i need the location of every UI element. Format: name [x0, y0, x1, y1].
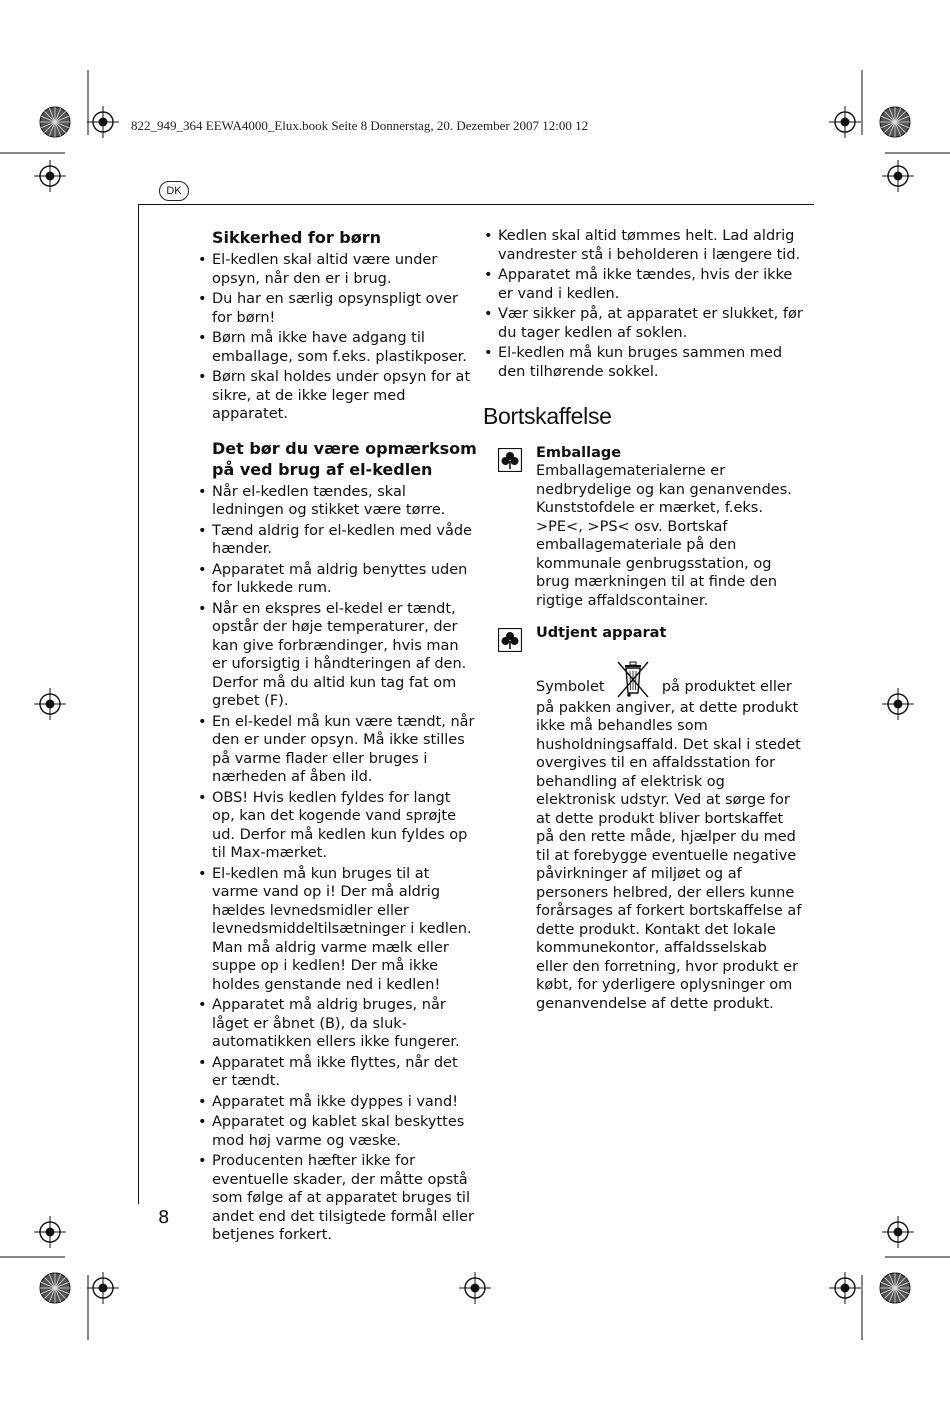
list-item: • El-kedlen skal altid være under opsyn, når den er i brug.: [197, 251, 477, 288]
page-number: 8: [158, 1207, 170, 1228]
list-item: • Børn skal holdes under opsyn for at sikre, at de ikke leger med apparatet.: [197, 368, 477, 424]
list-item: • Når en ekspres el-kedel er tændt, opstår der høje temperaturer, der kan give forbrændinger, hvis man er uforsigtig i håndteringen af den. Derfor må du altid kun tag fat om grebet (F).: [197, 600, 477, 711]
list-item: • Når el-kedlen tændes, skal ledningen og stikket være tørre.: [197, 483, 477, 520]
registration-star-icon: [880, 107, 910, 137]
section-title-child-safety: Sikkerhed for børn: [212, 228, 382, 247]
file-header: 822_949_364 EEWA4000_Elux.book Seite 8 Donnerstag, 20. Dezember 2007 12:00 12: [131, 118, 589, 133]
section-title-usage-precautions: Det bør du være opmærksom på ved brug af el-kedlen: [212, 438, 477, 479]
disposal-text-rest: på produktet eller på pakken angiver, at dette produkt ikke må behandles som husholdningsaffald. Det skal i stedet overgives til en affaldsstation for behandling af elektrisk og elektronisk udstyr. Ved at sørge for at dette produkt bliver bortskaffet på den rette måde, hjælper du med til at forebygge eventuelle negative påvirkninger af miljøet og af personers helbred, der ellers kunne forårsages af forkert bortskaffelse af dette produkt. Kontakt det lokale kommunekontor, affaldsselskab eller den forretning, hvor produkt er købt, for yderligere oplysninger om genanvendelse af dette produkt.: [536, 678, 802, 1012]
list-item: • Apparatet må ikke dyppes i vand!: [197, 1093, 477, 1112]
crosshair-mark-icon: [87, 106, 119, 138]
list-item: • Du har en særlig opsynspligt over for børn!: [197, 290, 477, 327]
crosshair-mark-icon: [87, 1272, 119, 1304]
list-item: • Apparatet må aldrig benyttes uden for lukkede rum.: [197, 561, 477, 598]
crosshair-mark-icon: [829, 1272, 861, 1304]
list-item: • OBS! Hvis kedlen fyldes for langt op, kan det kogende vand sprøjte ud. Derfor må kedlen kun fyldes op til Max-mærket.: [197, 789, 477, 863]
list-item: • Producenten hæfter ikke for eventuelle skader, der måtte opstå som følge af at apparatet bruges til andet end det tilsigtede formål eller betjenes forkert.: [197, 1152, 477, 1245]
list-item: • El-kedlen må kun bruges til at varme vand op i! Der må aldrig hældes levnedsmidler eller levnedsmiddeltilsætninger i kedlen. Man må aldrig varme mælk eller suppe op i kedlen! Der må ikke holdes genstande ned i kedlen!: [197, 865, 477, 995]
language-badge: DK: [159, 181, 189, 201]
list-item: • Apparatet må aldrig bruges, når låget er åbnet (B), da sluk-automatikken ellers ikke fungerer.: [197, 996, 477, 1052]
list-item: • Apparatet må ikke tændes, hvis der ikke er vand i kedlen.: [483, 266, 803, 303]
disposal-text-start: Symbolet: [536, 678, 605, 695]
crosshair-mark-icon: [34, 1216, 66, 1248]
disposal-title: Udtjent apparat: [536, 625, 667, 641]
list-item: • En el-kedel må kun være tændt, når den er under opsyn. Må ikke stilles på varme flader eller bruges i nærheden af åben ild.: [197, 713, 477, 787]
list-item: • Apparatet må ikke flyttes, når det er tændt.: [197, 1054, 477, 1091]
crosshair-mark-icon: [34, 688, 66, 720]
crosshair-mark-icon: [829, 106, 861, 138]
crosshair-mark-icon: [882, 160, 914, 192]
packaging-title: Emballage: [536, 444, 622, 461]
registration-star-icon: [40, 107, 70, 137]
crosshair-mark-icon: [459, 1272, 491, 1304]
list-item: • Vær sikker på, at apparatet er slukket, før du tager kedlen af soklen.: [483, 305, 803, 342]
crosshair-mark-icon: [882, 1216, 914, 1248]
list-item: • El-kedlen må kun bruges sammen med den tilhørende sokkel.: [483, 344, 803, 381]
registration-star-icon: [880, 1273, 910, 1303]
packaging-text: Emballagematerialerne er nedbrydelige og kan genanvendes. Kunststofdele er mærket, f.eks. >PE<, >PS< osv. Bortskaf emballagemateriale på den kommunale genbrugsstation, og brug mærkningen til at finde den rigtige affaldscontainer.: [536, 463, 792, 609]
section-title-disposal: Bortskaffelse: [483, 403, 612, 429]
crosshair-mark-icon: [882, 688, 914, 720]
list-item: • Børn må ikke have adgang til emballage, som f.eks. plastikposer.: [197, 329, 477, 366]
list-item: • Kedlen skal altid tømmes helt. Lad aldrig vandrester stå i beholderen i længere tid.: [483, 227, 803, 264]
list-item: • Tænd aldrig for el-kedlen med våde hænder.: [197, 522, 477, 559]
crosshair-mark-icon: [34, 160, 66, 192]
list-item: • Apparatet og kablet skal beskyttes mod høj varme og væske.: [197, 1113, 477, 1150]
registration-star-icon: [40, 1273, 70, 1303]
